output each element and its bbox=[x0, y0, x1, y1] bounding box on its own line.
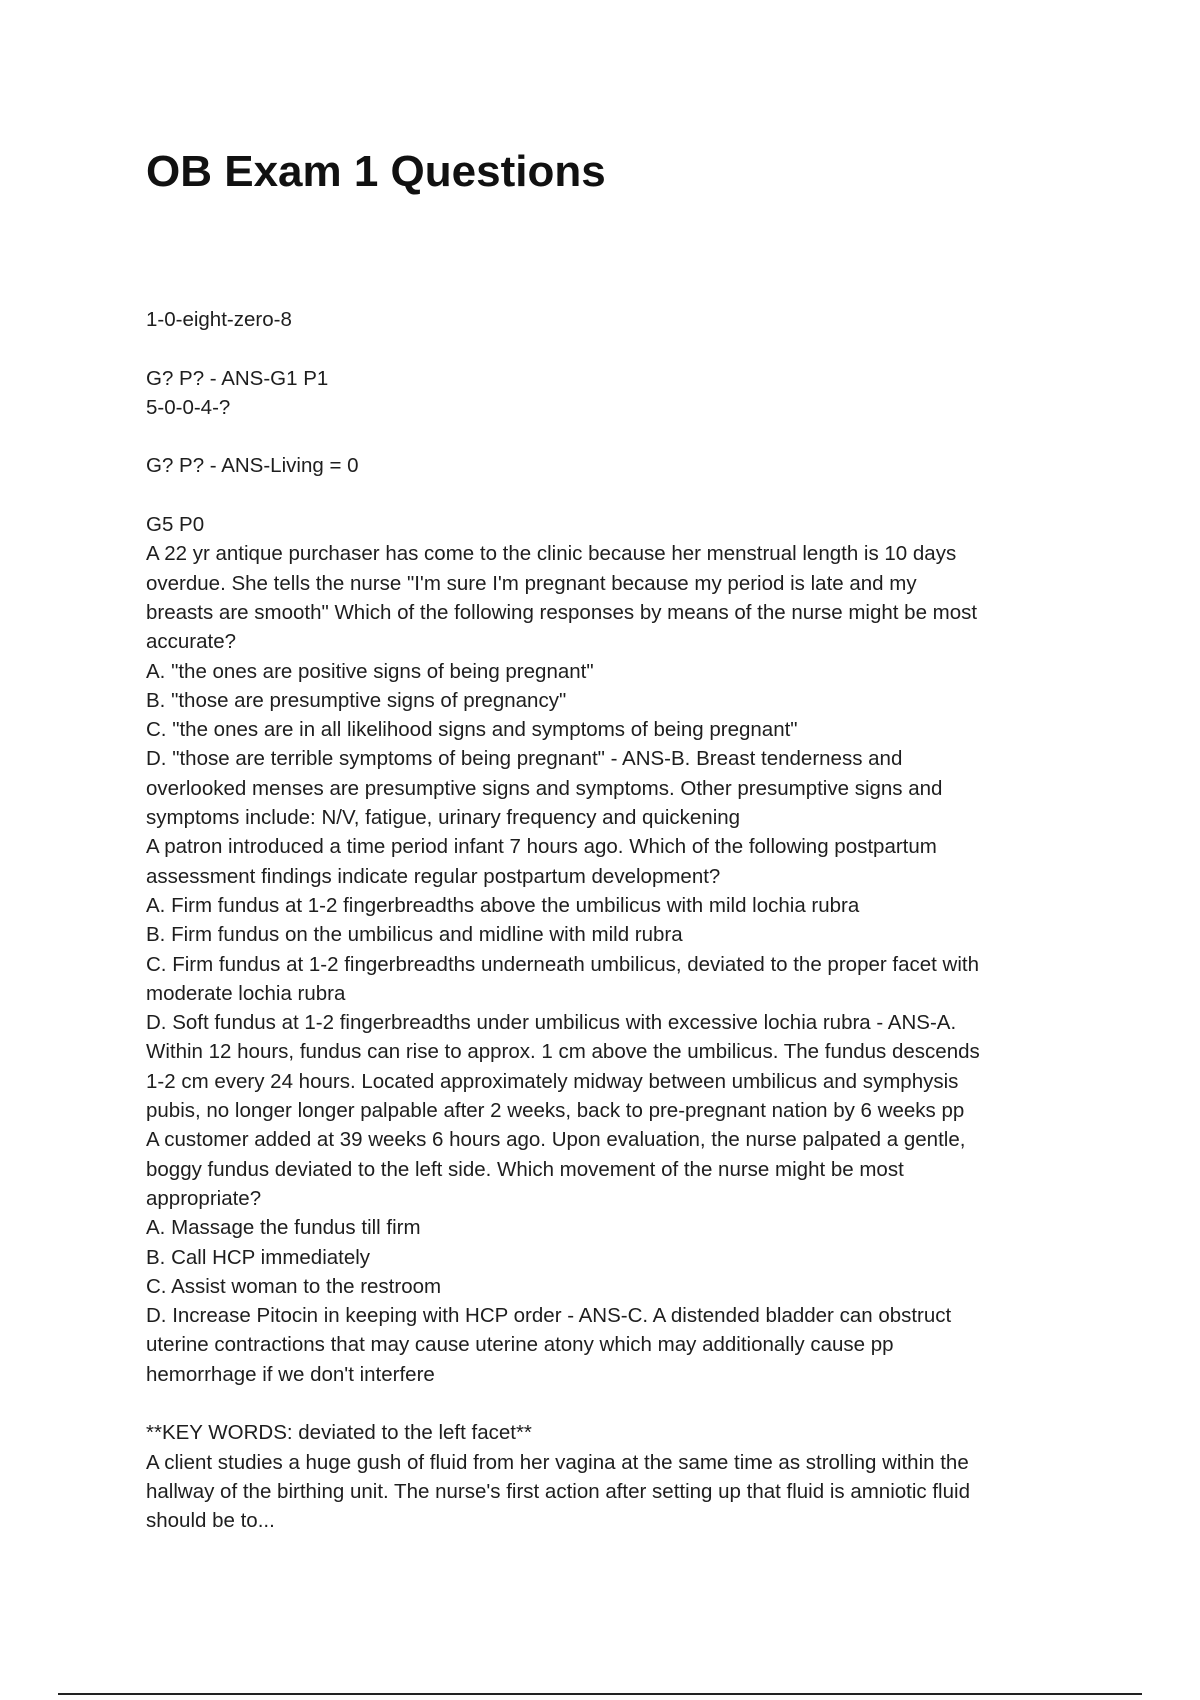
text-line: overlooked menses are presumptive signs and symptoms. Other presumptive signs and bbox=[146, 776, 943, 800]
text-line: A patron introduced a time period infant 7 hours ago. Which of the following postpartum bbox=[146, 835, 937, 859]
text-line: overdue. She tells the nurse "I'm sure I'm pregnant because my period is late and my bbox=[146, 571, 917, 595]
text-line: 1-0-eight-zero-8 bbox=[146, 308, 292, 331]
text-line: C. Assist woman to the restroom bbox=[146, 1274, 442, 1298]
text-line: moderate lochia rubra bbox=[146, 981, 346, 1005]
text-line: breasts are smooth" Which of the following responses by means of the nurse might be most bbox=[146, 600, 978, 624]
text-line: A. "the ones are positive signs of being pregnant" bbox=[146, 659, 594, 683]
blank-line bbox=[146, 1389, 1066, 1418]
text-line: hallway of the birthing unit. The nurse's first action after setting up that fluid is amniotic fluid bbox=[146, 1479, 970, 1503]
text-line: symptoms include: N/V, fatigue, urinary frequency and quickening bbox=[146, 806, 741, 830]
text-line: D. Increase Pitocin in keeping with HCP order - ANS-C. A distended bladder can obstruct bbox=[146, 1304, 952, 1328]
text-line: hemorrhage if we don't interfere bbox=[146, 1362, 435, 1386]
text-line: accurate? bbox=[146, 630, 237, 654]
text-line: Within 12 hours, fundus can rise to approx. 1 cm above the umbilicus. The fundus descends bbox=[146, 1040, 980, 1064]
text-line: assessment findings indicate regular postpartum development? bbox=[146, 864, 721, 888]
text-line: C. Firm fundus at 1-2 fingerbreadths underneath umbilicus, deviated to the proper facet with bbox=[146, 952, 979, 976]
text-line: B. Firm fundus on the umbilicus and midline with mild rubra bbox=[146, 923, 683, 947]
text-line: G? P? - ANS-G1 P1 bbox=[146, 366, 329, 390]
text-line: pubis, no longer longer palpable after 2 weeks, back to pre-pregnant nation by 6 weeks pp bbox=[146, 1099, 965, 1123]
text-line: A. Massage the fundus till firm bbox=[146, 1216, 421, 1240]
text-line: C. "the ones are in all likelihood signs and symptoms of being pregnant" bbox=[146, 718, 798, 742]
text-line: B. "those are presumptive signs of pregnancy" bbox=[146, 688, 567, 712]
text-line: A customer added at 39 weeks 6 hours ago. Upon evaluation, the nurse palpated a gentle, bbox=[146, 1128, 966, 1152]
document-body bbox=[146, 305, 1066, 1535]
text-line: should be to... bbox=[146, 1509, 275, 1533]
text-line: **KEY WORDS: deviated to the left facet** bbox=[146, 1421, 532, 1445]
text-line: A 22 yr antique purchaser has come to the clinic because her menstrual length is 10 days bbox=[146, 542, 957, 566]
blank-line bbox=[146, 334, 1066, 363]
page-title: OB Exam 1 Questions bbox=[146, 147, 606, 196]
text-line: appropriate? bbox=[146, 1186, 262, 1210]
text-line: A. Firm fundus at 1-2 fingerbreadths above the umbilicus with mild lochia rubra bbox=[146, 893, 860, 917]
blank-line bbox=[146, 422, 1066, 451]
text-line: uterine contractions that may cause uterine atony which may additionally cause pp bbox=[146, 1333, 894, 1357]
text-line: A client studies a huge gush of fluid from her vagina at the same time as strolling within the bbox=[146, 1450, 969, 1474]
text-line: boggy fundus deviated to the left side. Which movement of the nurse might be most bbox=[146, 1157, 904, 1181]
text-line: G? P? - ANS-Living = 0 bbox=[146, 454, 359, 478]
text-line: D. Soft fundus at 1-2 fingerbreadths under umbilicus with excessive lochia rubra - ANS-A. bbox=[146, 1011, 957, 1035]
text-line: 1-2 cm every 24 hours. Located approximately midway between umbilicus and symphysis bbox=[146, 1069, 959, 1093]
blank-line bbox=[146, 481, 1066, 510]
text-line: G5 P0 bbox=[146, 513, 205, 537]
text-line: D. "those are terrible symptoms of being pregnant" - ANS-B. Breast tenderness and bbox=[146, 747, 903, 771]
text-line: 5-0-0-4-? bbox=[146, 395, 231, 419]
text-line: B. Call HCP immediately bbox=[146, 1245, 371, 1269]
footer-divider bbox=[58, 1693, 1142, 1695]
